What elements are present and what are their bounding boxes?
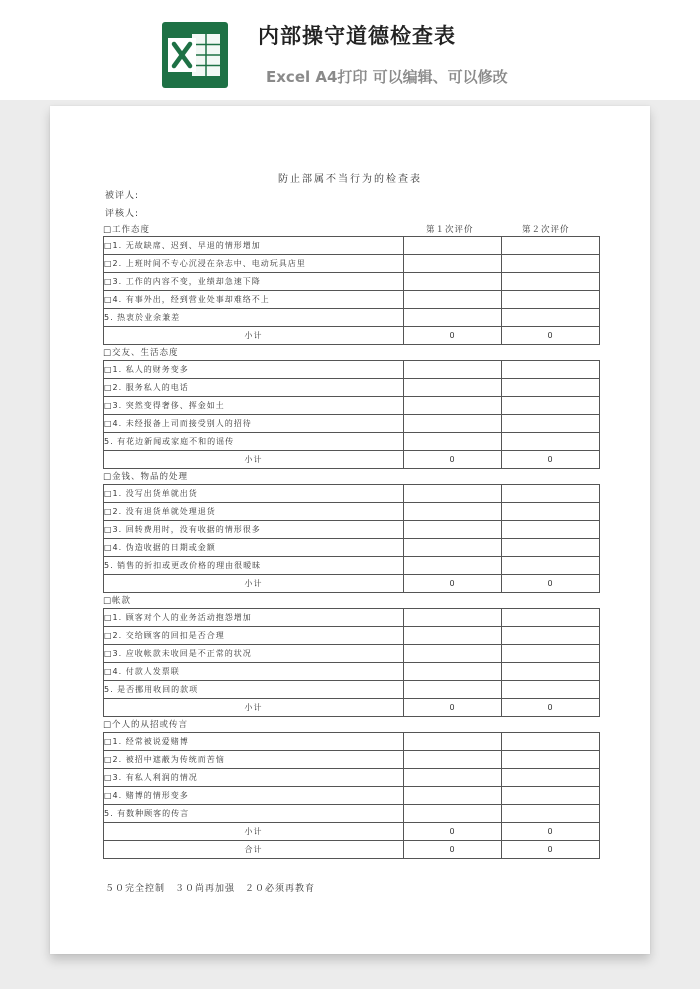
- checklist-item: □4. 伪造收据的日期或金额: [104, 539, 404, 557]
- table-row: [104, 415, 600, 433]
- checklist-item: □3. 有私人利润的情况: [104, 769, 404, 787]
- first-eval-score-cell[interactable]: [404, 681, 502, 699]
- second-eval-score-cell[interactable]: [502, 291, 600, 309]
- subtotal-label: 小计: [104, 451, 404, 469]
- reviewer-label: 被评人:: [105, 191, 140, 201]
- checklist-item: □3. 工作的内容不变，业绩却急速下降: [104, 273, 404, 291]
- section-heading: □金钱、物品的处理: [103, 472, 189, 482]
- subtotal-second-eval: 0: [502, 451, 600, 469]
- checklist-item: □1. 经常被说爱赌博: [104, 733, 404, 751]
- second-eval-score-cell[interactable]: [502, 309, 600, 327]
- subtotal-first-eval: 0: [404, 699, 502, 717]
- rater-label: 评核人:: [105, 209, 140, 219]
- first-eval-score-cell[interactable]: [404, 539, 502, 557]
- table-row: [104, 751, 600, 769]
- table-row: [104, 397, 600, 415]
- first-eval-score-cell[interactable]: [404, 255, 502, 273]
- table-row: [104, 503, 600, 521]
- total-row: [104, 841, 600, 859]
- first-eval-score-cell[interactable]: [404, 787, 502, 805]
- first-eval-score-cell[interactable]: [404, 273, 502, 291]
- checklist-item: □2. 服务私人的电话: [104, 379, 404, 397]
- subtotal-second-eval: 0: [502, 823, 600, 841]
- second-eval-score-cell[interactable]: [502, 255, 600, 273]
- section-table: [103, 236, 600, 345]
- second-eval-score-cell[interactable]: [502, 539, 600, 557]
- subtotal-row: [104, 575, 600, 593]
- first-eval-score-cell[interactable]: [404, 805, 502, 823]
- header-banner: [0, 0, 700, 100]
- document-title: 防止部属不当行为的检查表: [278, 174, 422, 185]
- second-eval-score-cell[interactable]: [502, 557, 600, 575]
- table-row: [104, 291, 600, 309]
- first-eval-score-cell[interactable]: [404, 751, 502, 769]
- section-heading: □交友、生活态度: [103, 348, 179, 358]
- first-eval-score-cell[interactable]: [404, 485, 502, 503]
- table-row: [104, 557, 600, 575]
- scoring-legend: ５０完全控制 ３０尚再加强 ２０必须再教育: [105, 884, 316, 894]
- second-eval-score-cell[interactable]: [502, 521, 600, 539]
- checklist-item: □2. 交给顾客的回扣是否合理: [104, 627, 404, 645]
- checklist-item: □2. 被招中遮蔽为传统而苦恼: [104, 751, 404, 769]
- table-row: [104, 237, 600, 255]
- checklist-item: □4. 未经报备上司而接受别人的招待: [104, 415, 404, 433]
- first-eval-score-cell[interactable]: [404, 379, 502, 397]
- second-eval-score-cell[interactable]: [502, 397, 600, 415]
- checklist-item: □3. 回转费用时，没有收据的情形很多: [104, 521, 404, 539]
- checklist-item: □2. 没有退货单就处理退货: [104, 503, 404, 521]
- table-row: [104, 433, 600, 451]
- table-row: [104, 361, 600, 379]
- second-eval-score-cell[interactable]: [502, 273, 600, 291]
- table-row: [104, 681, 600, 699]
- subtotal-row: [104, 823, 600, 841]
- subtotal-label: 小计: [104, 327, 404, 345]
- first-eval-score-cell[interactable]: [404, 521, 502, 539]
- second-eval-score-cell[interactable]: [502, 805, 600, 823]
- checklist-item: □1. 私人的财务变多: [104, 361, 404, 379]
- first-eval-score-cell[interactable]: [404, 557, 502, 575]
- checklist-item: 5. 销售的折扣或更改价格的理由很暧昧: [104, 557, 404, 575]
- checklist-item: □1. 无故缺席、迟到、早退的情形增加: [104, 237, 404, 255]
- first-eval-score-cell[interactable]: [404, 309, 502, 327]
- section-heading: □工作态度: [103, 225, 151, 235]
- checklist-item: □2. 上班时间不专心沉浸在杂志中、电动玩具店里: [104, 255, 404, 273]
- subtotal-first-eval: 0: [404, 327, 502, 345]
- subtotal-first-eval: 0: [404, 823, 502, 841]
- table-row: [104, 663, 600, 681]
- checklist-item: □4. 赌博的情形变多: [104, 787, 404, 805]
- column-header-second-eval: 第２次评价: [522, 225, 570, 235]
- section-table: [103, 360, 600, 469]
- checklist-item: 5. 有花边新闻或家庭不和的谣传: [104, 433, 404, 451]
- table-row: [104, 609, 600, 627]
- checklist-item: □3. 突然变得奢侈、挥金如土: [104, 397, 404, 415]
- first-eval-score-cell[interactable]: [404, 645, 502, 663]
- table-row: [104, 273, 600, 291]
- subtotal-row: [104, 327, 600, 345]
- total-first-eval: 0: [404, 841, 502, 859]
- second-eval-score-cell[interactable]: [502, 379, 600, 397]
- second-eval-score-cell[interactable]: [502, 415, 600, 433]
- subtotal-second-eval: 0: [502, 327, 600, 345]
- subtotal-label: 小计: [104, 699, 404, 717]
- subtotal-label: 小计: [104, 575, 404, 593]
- second-eval-score-cell[interactable]: [502, 433, 600, 451]
- second-eval-score-cell[interactable]: [502, 485, 600, 503]
- subtotal-first-eval: 0: [404, 451, 502, 469]
- section-table: [103, 484, 600, 593]
- second-eval-score-cell[interactable]: [502, 663, 600, 681]
- second-eval-score-cell[interactable]: [502, 681, 600, 699]
- first-eval-score-cell[interactable]: [404, 503, 502, 521]
- checklist-item: □4. 有事外出，经到营业处事却难络不上: [104, 291, 404, 309]
- first-eval-score-cell[interactable]: [404, 769, 502, 787]
- column-header-first-eval: 第１次评价: [426, 225, 474, 235]
- page-subtitle: Excel A4打印 可以编辑、可以修改: [266, 68, 508, 86]
- table-row: [104, 309, 600, 327]
- subtotal-second-eval: 0: [502, 575, 600, 593]
- table-row: [104, 645, 600, 663]
- section-table: [103, 732, 600, 859]
- table-row: [104, 805, 600, 823]
- second-eval-score-cell[interactable]: [502, 237, 600, 255]
- table-row: [104, 485, 600, 503]
- checklist-item: 5. 有数种顾客的传言: [104, 805, 404, 823]
- subtotal-label: 小计: [104, 823, 404, 841]
- page-title: 内部操守道德检查表: [258, 24, 456, 48]
- first-eval-score-cell[interactable]: [404, 415, 502, 433]
- second-eval-score-cell[interactable]: [502, 751, 600, 769]
- second-eval-score-cell[interactable]: [502, 769, 600, 787]
- second-eval-score-cell[interactable]: [502, 627, 600, 645]
- checklist-item: 5. 热衷於业余兼差: [104, 309, 404, 327]
- subtotal-row: [104, 451, 600, 469]
- table-row: [104, 733, 600, 751]
- checklist-item: □1. 没写出货单就出货: [104, 485, 404, 503]
- first-eval-score-cell[interactable]: [404, 397, 502, 415]
- table-row: [104, 769, 600, 787]
- table-row: [104, 539, 600, 557]
- second-eval-score-cell[interactable]: [502, 787, 600, 805]
- second-eval-score-cell[interactable]: [502, 361, 600, 379]
- subtotal-row: [104, 699, 600, 717]
- section-table: [103, 608, 600, 717]
- first-eval-score-cell[interactable]: [404, 609, 502, 627]
- table-row: [104, 255, 600, 273]
- excel-icon: [162, 22, 228, 88]
- second-eval-score-cell[interactable]: [502, 645, 600, 663]
- section-heading: □个人的从招或传言: [103, 720, 189, 730]
- first-eval-score-cell[interactable]: [404, 663, 502, 681]
- total-second-eval: 0: [502, 841, 600, 859]
- checklist-item: 5. 是否挪用收回的款项: [104, 681, 404, 699]
- table-row: [104, 787, 600, 805]
- first-eval-score-cell[interactable]: [404, 433, 502, 451]
- subtotal-second-eval: 0: [502, 699, 600, 717]
- section-heading: □帐款: [103, 596, 132, 606]
- first-eval-score-cell[interactable]: [404, 733, 502, 751]
- second-eval-score-cell[interactable]: [502, 733, 600, 751]
- first-eval-score-cell[interactable]: [404, 237, 502, 255]
- table-row: [104, 379, 600, 397]
- first-eval-score-cell[interactable]: [404, 291, 502, 309]
- checklist-item: □3. 应收帐款未收回是不正常的状况: [104, 645, 404, 663]
- table-row: [104, 627, 600, 645]
- document-paper: [50, 106, 650, 954]
- first-eval-score-cell[interactable]: [404, 627, 502, 645]
- table-row: [104, 521, 600, 539]
- checklist-item: □4. 付款人发票联: [104, 663, 404, 681]
- subtotal-first-eval: 0: [404, 575, 502, 593]
- second-eval-score-cell[interactable]: [502, 609, 600, 627]
- total-label: 合计: [104, 841, 404, 859]
- second-eval-score-cell[interactable]: [502, 503, 600, 521]
- first-eval-score-cell[interactable]: [404, 361, 502, 379]
- checklist-item: □1. 顾客对个人的业务活动抱怨增加: [104, 609, 404, 627]
